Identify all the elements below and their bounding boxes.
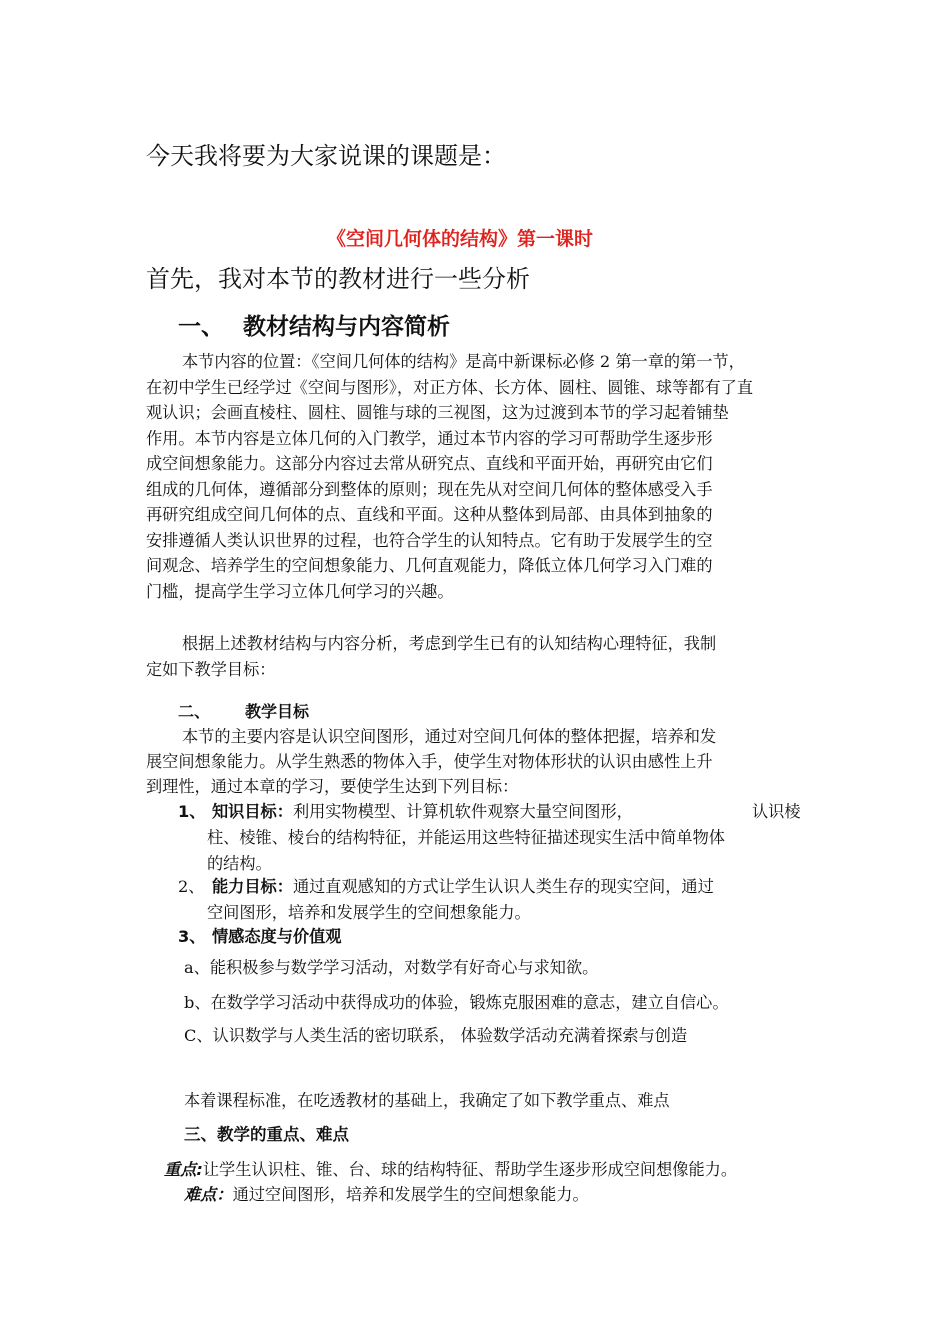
goal-number: 1、 [178, 802, 206, 821]
difficult-point-label: 难点： [184, 1185, 233, 1204]
key-point-label: 重点: [164, 1160, 203, 1179]
paragraph-line: 观认识；会画直棱柱、圆柱、圆锥与球的三视图，这为过渡到本节的学习起着铺垫 [146, 403, 729, 422]
goal-line [178, 799, 633, 826]
paragraph-line: 作用。本节内容是立体几何的入门教学，通过本节内容的学习可帮助学生逐步形 [146, 429, 713, 448]
paragraph-line: 再研究组成空间几何体的点、直线和平面。这种从整体到局部、由具体到抽象的 [146, 505, 713, 524]
paragraph-line: 本节内容的位置：《空间几何体的结构》是高中新课标必修 2 第一章的第一节， [182, 352, 745, 371]
paragraph-line: 安排遵循人类认识世界的过程，也符合学生的认知特点。它有助于发展学生的空 [146, 531, 713, 550]
key-point-line [164, 1156, 737, 1180]
paragraph-line: 成空间想象能力。这部分内容过去常从研究点、直线和平面开始，再研究由它们 [146, 454, 713, 473]
transition-line: 本着课程标准，在吃透教材的基础上，我确定了如下教学重点、难点 [184, 1091, 670, 1110]
paragraph-line: 本节的主要内容是认识空间图形，通过对空间几何体的整体把握，培养和发 [182, 727, 717, 746]
paragraph-line: 定如下教学目标： [146, 660, 276, 679]
goal-label: 情感态度与价值观 [212, 927, 342, 946]
key-point-text: 让学生认识柱、锥、台、球的结构特征、帮助学生逐步形成空间想像能力。 [202, 1160, 738, 1179]
paragraph-line: 间观念、培养学生的空间想象能力、几何直观能力，降低立体几何学习入门难的 [146, 556, 713, 575]
difficult-point-text: 通过空间图形，培养和发展学生的空间想象能力。 [232, 1185, 589, 1204]
intro-line: 今天我将要为大家说课的课题是： [146, 142, 506, 170]
goal-number: 3、 [178, 927, 206, 946]
goal-line [178, 874, 714, 901]
goal-continuation: 的结构。 [207, 854, 272, 873]
section3-heading: 三、教学的重点、难点 [184, 1125, 349, 1144]
goal-label: 知识目标： [212, 802, 293, 821]
section2-title: 教学目标 [245, 702, 310, 721]
lead-line: 首先，我对本节的教材进行一些分析 [146, 265, 530, 293]
attitude-item: a、能积极参与数学学习活动，对数学有好奇心与求知欲。 [184, 958, 599, 977]
difficult-point-line [184, 1181, 589, 1205]
paragraph-line: 到理性，通过本章的学习，要使学生达到下列目标： [146, 777, 519, 796]
section1-title: 教材结构与内容简析 [243, 314, 450, 340]
section1-heading [178, 308, 450, 341]
goal-text: 利用实物模型、计算机软件观察大量空间图形， [292, 802, 633, 821]
goal-continuation: 空间图形，培养和发展学生的空间想象能力。 [207, 903, 531, 922]
paragraph-line: 根据上述教材结构与内容分析，考虑到学生已有的认知结构心理特征，我制 [182, 634, 717, 653]
goal-line [178, 924, 342, 951]
lesson-title: 《空间几何体的结构》第一课时 [327, 228, 594, 250]
goal-number: 2、 [178, 877, 205, 896]
section2-number: 二、 [178, 702, 211, 721]
goal-continuation: 柱、棱锥、棱台的结构特征，并能运用这些特征描述现实生活中简单物体 [207, 828, 725, 847]
goal-text-tail: 认识棱 [752, 802, 801, 821]
attitude-item: C、认识数学与人类生活的密切联系， 体验数学活动充满着探索与创造 [184, 1026, 688, 1045]
goal-text: 通过直观感知的方式让学生认识人类生存的现实空间，通过 [292, 877, 714, 896]
section2-heading [178, 699, 309, 722]
paragraph-line: 组成的几何体，遵循部分到整体的原则；现在先从对空间几何体的整体感受入手 [146, 480, 713, 499]
section1-number: 一、 [178, 314, 224, 340]
paragraph-line: 在初中学生已经学过《空间与图形》，对正方体、长方体、圆柱、圆锥、球等都有了直 [146, 378, 754, 397]
paragraph-line: 展空间想象能力。从学生熟悉的物体入手，使学生对物体形状的认识由感性上升 [146, 752, 713, 771]
paragraph-line: 门槛，提高学生学习立体几何学习的兴趣。 [146, 582, 454, 601]
goal-label: 能力目标： [212, 877, 293, 896]
attitude-item: b、在数学学习活动中获得成功的体验，锻炼克服困难的意志，建立自信心。 [184, 993, 729, 1012]
